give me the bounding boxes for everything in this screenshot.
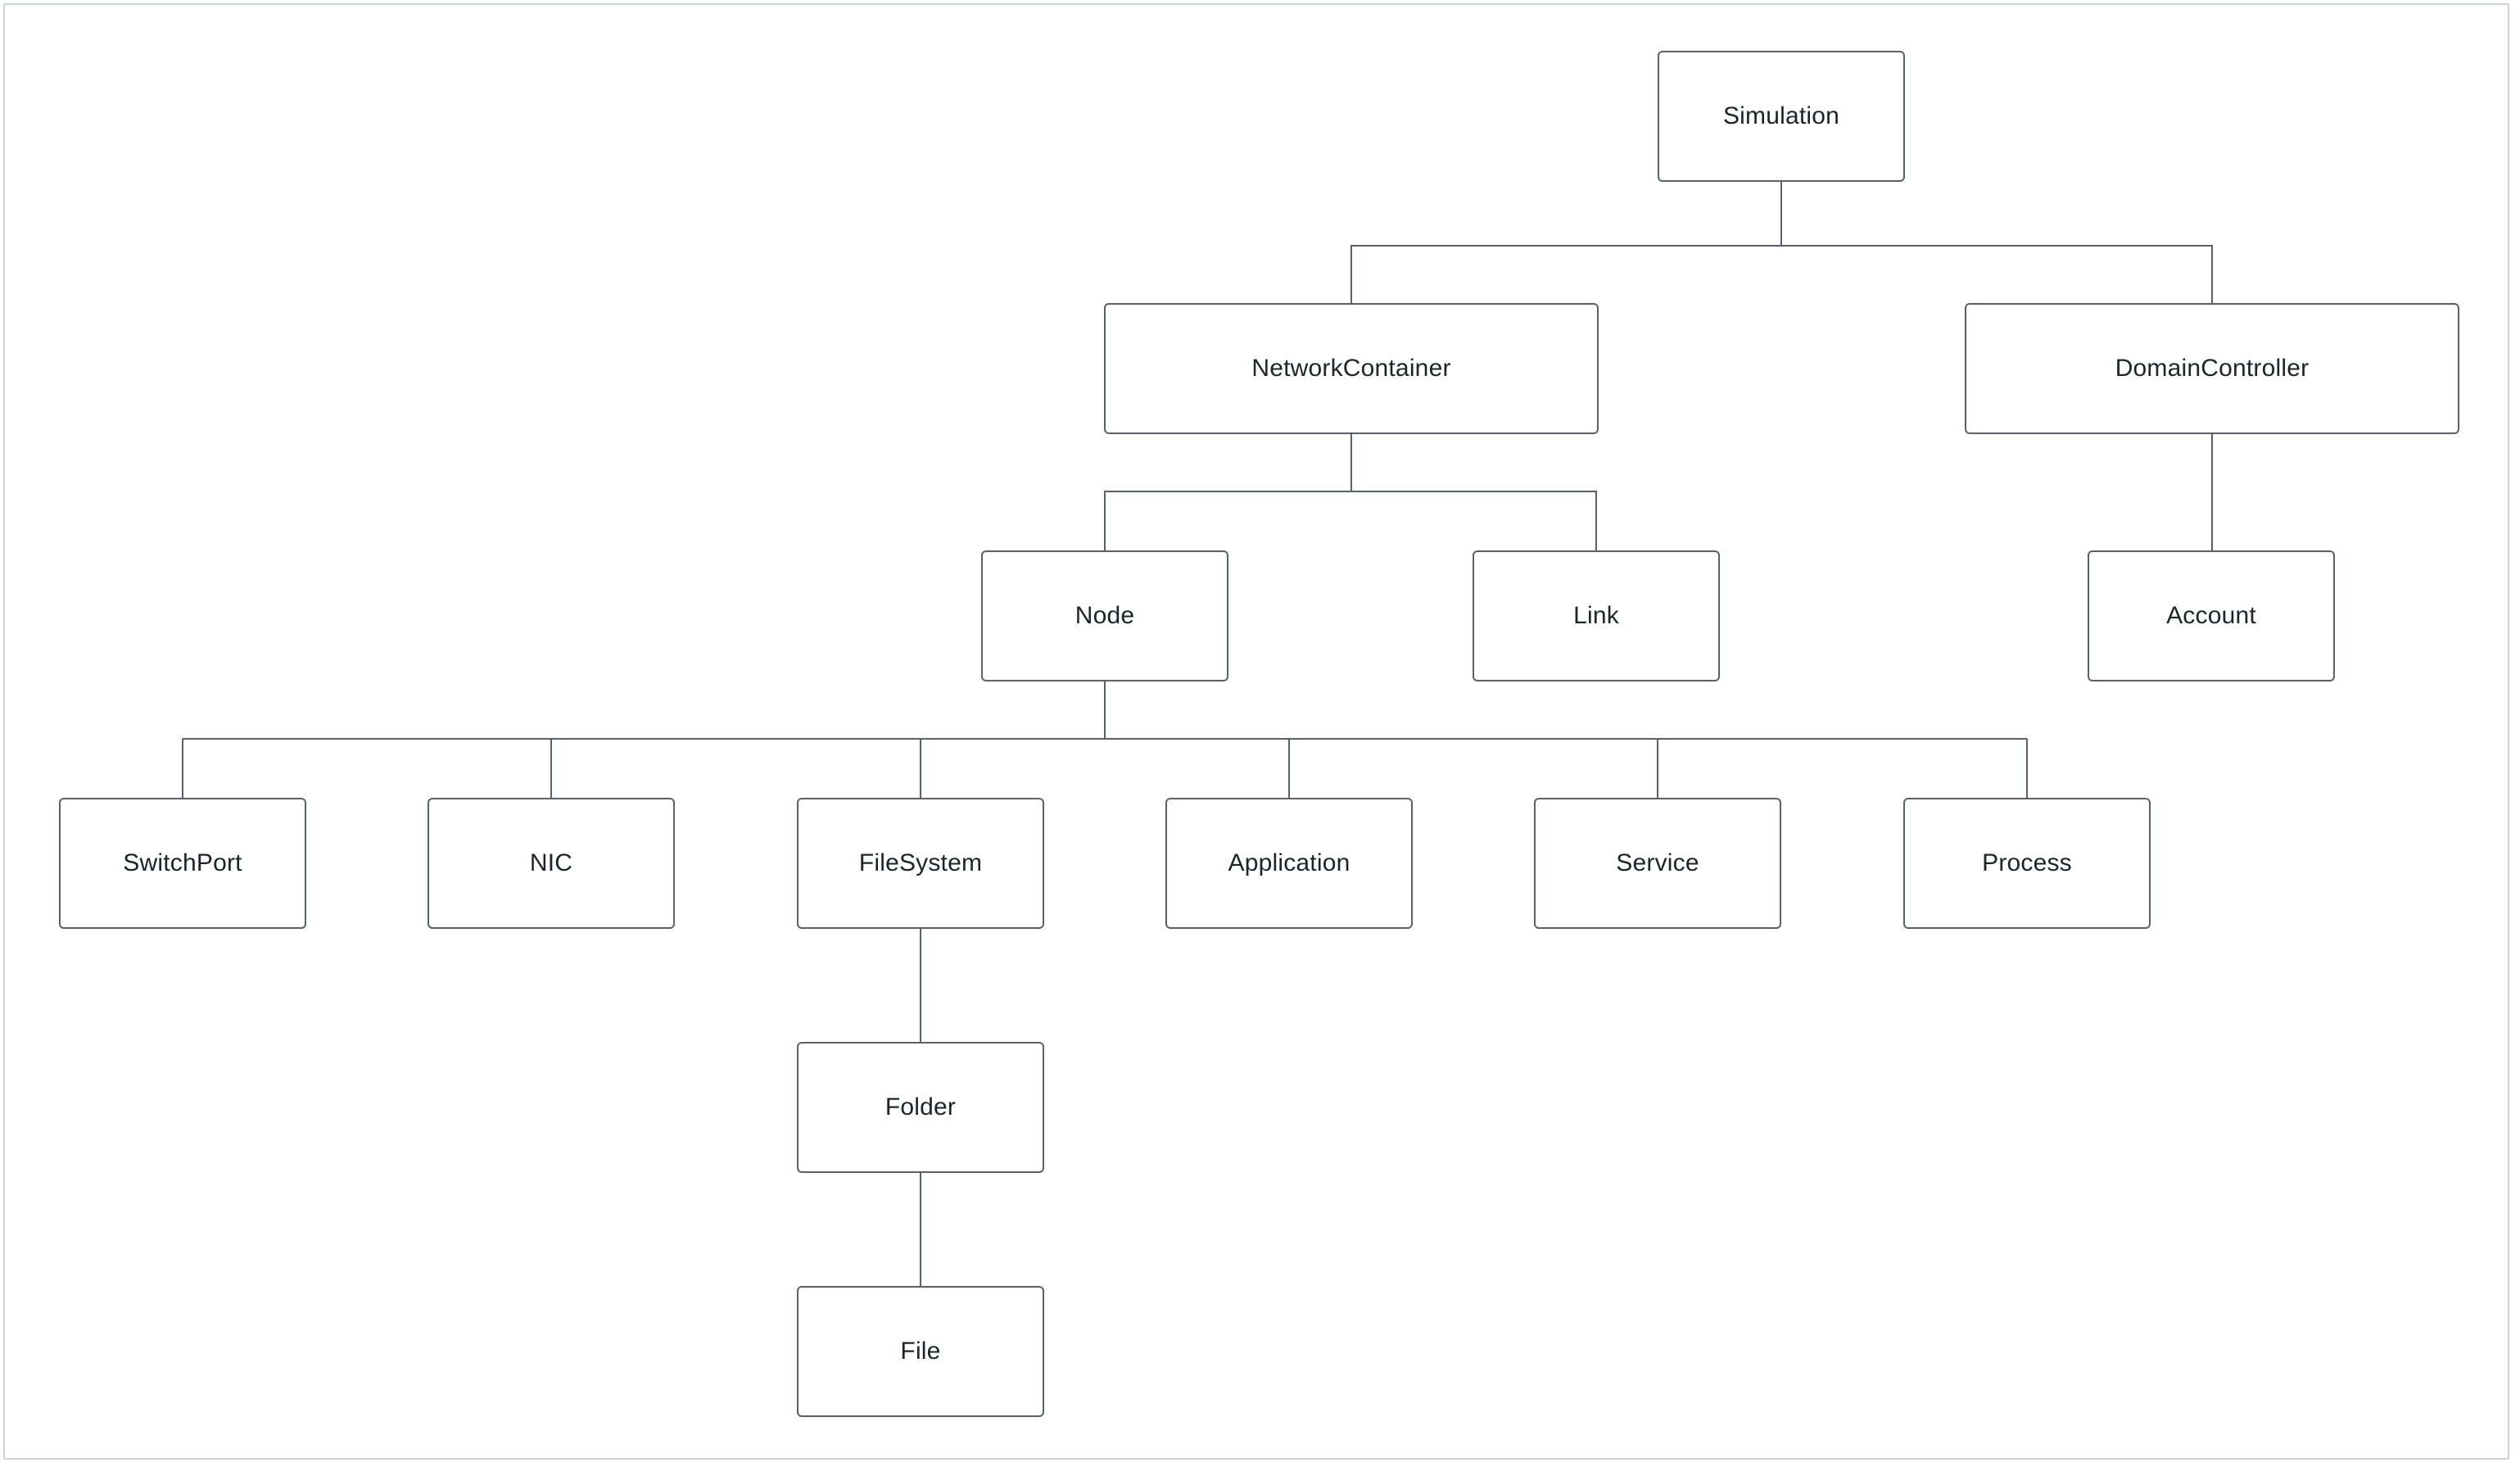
node-switchport[interactable] <box>59 798 306 929</box>
node-label: Account <box>2166 602 2256 629</box>
node-folder[interactable] <box>797 1042 1044 1173</box>
node-label: FileSystem <box>858 849 983 876</box>
node-service[interactable] <box>1534 798 1781 929</box>
node-nic[interactable] <box>428 798 675 929</box>
node-node[interactable] <box>981 550 1228 681</box>
node-label: Simulation <box>1722 102 1840 129</box>
node-label: Service <box>1616 849 1699 876</box>
node-label: Process <box>1982 849 2072 876</box>
node-label: NetworkContainer <box>1251 355 1451 382</box>
node-label: Node <box>1075 602 1135 629</box>
node-label: Link <box>1573 602 1619 629</box>
node-filesystem[interactable] <box>797 798 1044 929</box>
node-networkcontainer[interactable] <box>1104 303 1599 434</box>
node-process[interactable] <box>1903 798 2151 929</box>
node-account[interactable] <box>2088 550 2335 681</box>
node-link[interactable] <box>1473 550 1720 681</box>
diagram-frame-border <box>3 3 2509 1460</box>
node-label: Folder <box>884 1093 957 1121</box>
node-label: Application <box>1228 849 1350 876</box>
node-simulation[interactable] <box>1658 51 1905 182</box>
node-file[interactable] <box>797 1286 1044 1417</box>
node-label: NIC <box>529 849 573 876</box>
node-label: File <box>900 1338 941 1365</box>
node-domaincontroller[interactable] <box>1965 303 2459 434</box>
node-application[interactable] <box>1165 798 1413 929</box>
node-label: SwitchPort <box>123 849 242 876</box>
node-label: DomainController <box>2115 355 2310 382</box>
